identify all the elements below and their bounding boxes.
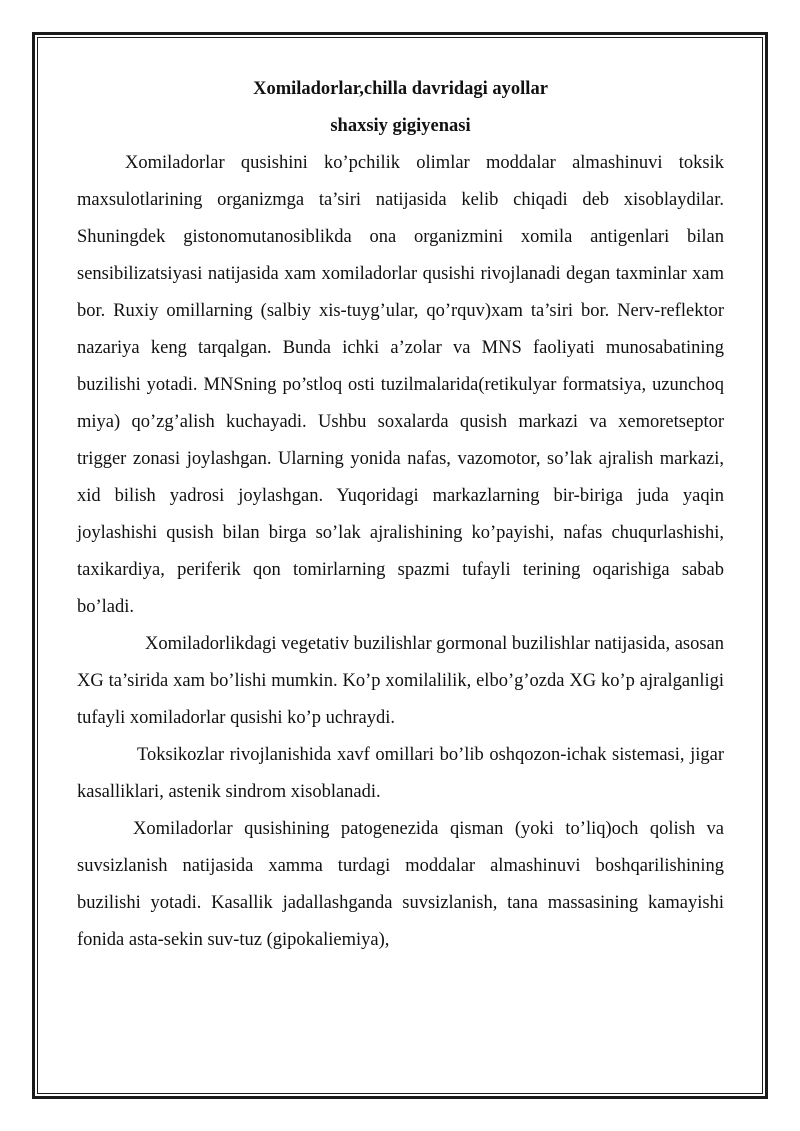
document-title: Xomiladorlar,chilla davridagi ayollar <box>253 79 548 99</box>
document-body <box>77 76 724 959</box>
paragraph-4: Xomiladorlar qusishining patogenezida qisman (yoki to’liq)och qolish va suvsizlanish natijasida xamma turdagi moddalar almashinuvi boshqarilishining buzilishi yotadi. Kasallik jadallashganda suvsizlanish, tana massasining kamayishi fonida asta-sekin suv-tuz (gipokaliemiya), <box>77 819 724 950</box>
paragraph-3: Toksikozlar rivojlanishida xavf omillari bo’lib oshqozon-ichak sistemasi, jigar kasalliklari, astenik sindrom xisoblanadi. <box>77 745 724 802</box>
document-subtitle: shaxsiy gigiyenasi <box>330 116 471 136</box>
paragraph-1: Xomiladorlar qusishini ko’pchilik olimlar moddalar almashinuvi toksik maxsulotlarining organizmga ta’siri natijasida kelib chiqadi deb xisoblaydilar. Shuningdek gistonomutanosiblikda ona organizmini xomila antigenlari bilan sensibilizatsiyasi natijasida xam xomiladorlar qusishi rivojlanadi degan taxminlar xam bor. Ruxiy omillarning (salbiy xis-tuyg’ular, qo’rquv)xam ta’siri bor. Nerv-reflektor nazariya keng tarqalgan. Bunda ichki a’zolar va MNS faoliyati munosabatining buzilishi yotadi. MNSning po’stloq osti tuzilmalarida(retikulyar formatsiya, uzunchoq miya) qo’zg’alish kuchayadi. Ushbu soxalarda qusish markazi va xemoretseptor trigger zonasi joylashgan. Ularning yonida nafas, vazomotor, so’lak ajralish markazi, xid bilish yadrosi joylashgan. Yuqoridagi markazlarning bir-biriga juda yaqin joylashishi qusish bilan birga so’lak ajralishining ko’payishi, nafas chuqurlashishi, taxikardiya, periferik qon tomirlarning spazmi tufayli terining oqarishiga sabab bo’ladi. <box>77 153 724 617</box>
paragraph-2: Xomiladorlikdagi vegetativ buzilishlar gormonal buzilishlar natijasida, asosan XG ta’sirida xam bo’lishi mumkin. Ko’p xomilalilik, elbo’g’ozda XG ko’p ajralganligi tufayli xomiladorlar qusishi ko’p uchraydi. <box>77 634 725 728</box>
